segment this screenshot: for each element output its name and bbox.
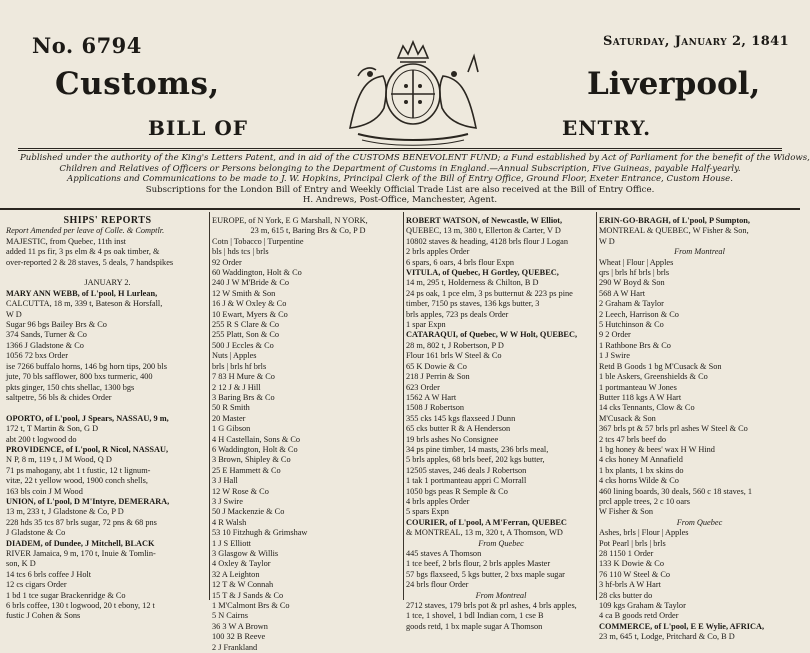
- entry-line: 3 Baring Brs & Co: [212, 392, 275, 402]
- vessel-entry: PROVIDENCE, of L'pool, R Nicol, NASSAU,: [6, 444, 169, 454]
- entry-line: 2 tcs 47 brls beef do: [599, 434, 667, 444]
- entry-line: Retd B Goods 1 bg M'Cusack & Son: [599, 361, 722, 371]
- entry-line: 28 m, 802 t, J Robertson, P D: [406, 340, 504, 350]
- entry-line: prcl apple trees, 2 c 10 oars: [599, 496, 690, 506]
- entry-line: 240 J W M'Bride & Co: [212, 278, 290, 288]
- entry-line: 1 J Swire: [599, 351, 630, 361]
- entry-line: 1 Rathbone Brs & Co: [599, 340, 671, 350]
- entry-line: 1 bg honey & bees' wax H W Hind: [599, 444, 715, 454]
- entry-line: 4 brls apples Order: [406, 496, 470, 506]
- vessel-entry: UNION, of L'pool, D M'Intyre, DEMERARA,: [6, 496, 170, 506]
- entry-line: 445 staves A Thomson: [406, 549, 482, 558]
- entry-line: Pot Pearl | brls | brls: [599, 538, 666, 548]
- entry-line: 1 J S Elliott: [212, 538, 251, 548]
- entry-line: 1 ble Askers, Greenshields & Co: [599, 372, 708, 382]
- entry-line: 12 cs cigars Order: [6, 580, 67, 590]
- entry-line: 7 83 H Mure & Co: [212, 372, 275, 382]
- entry-line: 28 cks butter do: [599, 590, 653, 600]
- entry-line: 25 E Hammett & Co: [212, 465, 281, 475]
- entry-line: 4 H Castellain, Sons & Co: [212, 434, 301, 444]
- entry-line: 228 hds 35 tcs 87 brls sugar, 72 pns & 68 pns: [6, 517, 157, 527]
- entry-line: W D: [6, 309, 22, 319]
- title-liverpool: Liverpool,: [587, 66, 761, 102]
- vessel-entry: COURIER, of L'pool, A M'Ferran, QUEBEC: [406, 517, 567, 527]
- entry-line: 10802 staves & heading, 4128 brls flour J Logan: [406, 236, 568, 246]
- vessel-entry: CATARAQUI, of Quebec, W W Holt, QUEBEC,: [406, 330, 578, 340]
- column-montreal-cargo: [599, 216, 800, 643]
- entry-line: From Quebec: [478, 538, 524, 548]
- entry-line: 32 A Leighton: [212, 569, 260, 579]
- entry-line: 4 ca B goods retd Order: [599, 611, 679, 621]
- entry-line: 14 cks Tennants, Clow & Co: [599, 403, 695, 413]
- entry-line: 500 J Eccles & Co: [212, 340, 274, 350]
- entry-line: 100 32 B Reeve: [212, 632, 266, 642]
- entry-line: EUROPE, of N York, E G Marshall, N YORK,: [212, 216, 368, 225]
- entry-line: added 11 ps fir, 3 ps elm & 4 ps oak timber, &: [6, 247, 160, 257]
- entry-line: W D: [599, 236, 615, 246]
- entry-line: 255 Platt, Son & Co: [212, 330, 280, 340]
- entry-line: 1508 J Robertson: [406, 403, 465, 413]
- entry-line: 1 M'Calmont Brs & Co: [212, 601, 290, 611]
- entry-line: 50 J Mackenzie & Co: [212, 507, 285, 517]
- entry-line: 2712 staves, 179 brls pot & prl ashes, 4 brls apples,: [406, 601, 577, 611]
- entry-line: 14 m, 295 t, Holderness & Chilton, B D: [406, 278, 539, 288]
- info-line: Subscriptions for the London Bill of Entry and Weekly Official Trade List are also received at the Bill of Entry Office.: [145, 184, 655, 195]
- entry-line: 4 cks honey M Annafield: [599, 455, 683, 465]
- entry-line: 5 spars Expn: [406, 507, 449, 517]
- entry-line: 13 m, 233 t, J Gladstone & Co, P D: [6, 507, 124, 517]
- info-line: Applications and Communications to be made to J. W. Hopkins, Principal Clerk of the Bill of Entry Office, Ground Floor, Exeter Entrance, Custom House.: [67, 174, 733, 185]
- subtitle-bill-of: BILL OF: [148, 116, 248, 140]
- entry-line: QUEBEC, 13 m, 380 t, Ellerton & Carter, V D: [406, 226, 561, 236]
- entry-line: 1 spar Expn: [406, 320, 446, 330]
- entry-line: son, K D: [6, 559, 36, 569]
- entry-line: 15 T & J Sands & Co: [212, 590, 284, 600]
- info-line: H. Andrews, Post-Office, Manchester, Agent.: [302, 195, 498, 206]
- entry-line: 12 T & W Connah: [212, 580, 274, 590]
- entry-line: 34 ps pine timber, 14 masts, 236 brls meal,: [406, 444, 549, 454]
- entry-line: 3 J Hall: [212, 476, 238, 486]
- entry-line: 1 bx plants, 1 bx skins do: [599, 465, 684, 475]
- section-heading: SHIPS' REPORTS: [63, 215, 152, 226]
- entry-line: brls apples, 723 ps deals Order: [406, 309, 509, 319]
- entry-line: over-reported 2 & 28 staves, 5 deals, 7 handspikes: [6, 257, 174, 267]
- entry-line: 109 kgs Graham & Taylor: [599, 601, 686, 611]
- entry-line: saltpetre, 56 bls & chides Order: [6, 392, 112, 402]
- entry-line: M'Cusack & Son: [599, 413, 656, 423]
- entry-line: [6, 268, 209, 278]
- entry-line: 367 brls pt & 57 brls prl ashes W Steel & Co: [599, 424, 748, 434]
- entry-line: & MONTREAL, 13 m, 320 t, A Thomson, WD: [406, 528, 563, 538]
- entry-line: 12 W Smith & Son: [212, 288, 276, 298]
- entry-line: N P, 8 m, 119 t, J M Wood, Q D: [6, 455, 112, 465]
- title-customs: Customs,: [55, 66, 220, 102]
- entry-line: [6, 403, 209, 413]
- entry-line: 14 tcs 6 brls coffee J Holt: [6, 569, 92, 579]
- entry-line: 290 W Boyd & Son: [599, 278, 665, 288]
- entry-line: 6 Waddington, Holt & Co: [212, 444, 298, 454]
- entry-line: qrs | brls hf brls | brls: [599, 268, 670, 278]
- entry-line: 60 Waddington, Holt & Co: [212, 268, 302, 278]
- entry-line: 6 spars, 6 oars, 4 brls flour Expn: [406, 257, 515, 267]
- issue-number: No. 6794: [32, 33, 142, 58]
- entry-line: JANUARY 2.: [84, 278, 131, 288]
- entry-line: 3 J Swire: [212, 496, 243, 506]
- entry-line: 76 110 W Steel & Co: [599, 569, 671, 579]
- info-line: Published under the authority of the King's Letters Patent, and in aid of the CUSTOMS BENEVOLENT FUND; a Fund established by Act of Parliament for the benefit of the Widows,: [20, 153, 810, 163]
- entry-line: J Gladstone & Co: [6, 528, 66, 538]
- entry-line: 12505 staves, 246 deals J Robertson: [406, 465, 527, 475]
- entry-line: 172 t, T Martin & Son, G D: [6, 424, 99, 434]
- entry-line: 12 W Rose & Co: [212, 486, 269, 496]
- entry-line: 3 hf-brls A W Hart: [599, 580, 661, 590]
- entry-line: Report Amended per leave of Colle. & Comptlr.: [6, 226, 165, 236]
- entry-line: 218 J Perrin & Son: [406, 372, 470, 382]
- entry-line: 4 R Walsh: [212, 517, 247, 527]
- entry-line: 163 bls coin J M Wood: [6, 486, 83, 496]
- column-europe-cargo: [212, 216, 404, 653]
- entry-line: 9 2 Order: [599, 330, 631, 340]
- entry-line: bls | hds tcs | brls: [212, 247, 269, 257]
- entry-line: Ashes, brls | Flour | Apples: [599, 528, 689, 538]
- vessel-entry: DIADEM, of Dundee, J Mitchell, BLACK: [6, 538, 155, 548]
- column-divider: [209, 212, 210, 600]
- entry-line: 2 Leech, Harrison & Co: [599, 309, 679, 319]
- entry-line: pkts ginger, 150 chts shellac, 1300 bgs: [6, 382, 135, 392]
- entry-line: Cotn | Tobacco | Turpentine: [212, 236, 304, 246]
- entry-line: CALCUTTA, 18 m, 339 t, Bateson & Horsfall,: [6, 299, 163, 309]
- entry-line: 460 lining boards, 30 deals, 560 c 18 staves, 1: [599, 486, 753, 496]
- entry-line: jute, 70 bls safflower, 800 bxs turmeric, 400: [6, 372, 153, 382]
- entry-line: 6 brls coffee, 130 t logwood, 20 t ebony, 12 t: [6, 601, 155, 611]
- entry-line: 10 Ewart, Myers & Co: [212, 309, 288, 319]
- entry-line: Flour 161 brls W Steel & Co: [406, 351, 502, 361]
- entry-line: 24 ps oak, 1 pce elm, 3 ps butternut & 223 ps pine: [406, 288, 573, 298]
- entry-line: 36 3 W A Brown: [212, 621, 268, 631]
- entry-line: 3 Brown, Shipley & Co: [212, 455, 291, 465]
- info-line: Children and Relatives of Officers or Persons belonging to the Department of Customs in England.—Annual Subscription, Five Guineas, payable Half-yearly.: [59, 163, 741, 174]
- entry-line: 1 tak 1 portmanteau appri C Morrall: [406, 476, 527, 486]
- column-ships-reports: [6, 216, 209, 622]
- entry-line: 24 brls flour Order: [406, 580, 469, 590]
- entry-line: Sugar 96 bgs Bailey Brs & Co: [6, 320, 107, 330]
- vessel-entry: MARY ANN WEBB, of L'pool, H Lurlean,: [6, 288, 158, 298]
- entry-line: From Montreal: [475, 590, 527, 600]
- entry-line: 1562 A W Hart: [406, 392, 457, 402]
- entry-line: W Fisher & Son: [599, 507, 654, 517]
- entry-line: 2 J Frankland: [212, 642, 258, 652]
- entry-line: 16 J & W Oxley & Co: [212, 299, 287, 309]
- entry-line: Nuts | Apples: [212, 351, 257, 361]
- entry-line: 1 tce beef, 2 brls flour, 2 brls apples Master: [406, 559, 551, 569]
- entry-line: RIVER Jamaica, 9 m, 170 t, Inuie & Tomlin-: [6, 549, 156, 558]
- entry-line: 2 Graham & Taylor: [599, 299, 664, 309]
- vessel-entry: ERIN-GO-BRAGH, of L'pool, P Sumpton,: [599, 216, 750, 225]
- royal-coat-of-arms-icon: [328, 28, 498, 148]
- entry-line: 1050 bgs peas R Semple & Co: [406, 486, 508, 496]
- entry-line: 3 Glasgow & Willis: [212, 549, 279, 558]
- entry-line: 1 tce, 1 shovel, 1 bdl Indian corn, 1 cse B: [406, 611, 544, 621]
- entry-line: 19 brls ashes No Consignee: [406, 434, 499, 444]
- entry-line: 5 brls apples, 68 brls beef, 202 kgs butter,: [406, 455, 545, 465]
- entry-line: 374 Sands, Turner & Co: [6, 330, 87, 340]
- entry-line: ise 7266 buffalo horns, 146 bg horn tips, 200 bls: [6, 361, 167, 371]
- vessel-entry: ROBERT WATSON, of Newcastle, W Elliot,: [406, 216, 563, 225]
- entry-line: timber, 7150 ps staves, 136 kgs butter, 3: [406, 299, 540, 309]
- column-divider: [596, 212, 597, 600]
- entry-line: 23 m, 645 t, Lodge, Pritchard & Co, B D: [599, 632, 735, 642]
- vessel-entry: COMMERCE, of L'pool, E E Wylie, AFRICA,: [599, 621, 765, 631]
- entry-line: 28 1150 1 Order: [599, 549, 654, 558]
- entry-line: 20 Master: [212, 413, 246, 423]
- entry-line: 133 K Dowie & Co: [599, 559, 664, 569]
- entry-line: Wheat | Flour | Apples: [599, 257, 674, 267]
- vessel-entry: VITULA, of Quebec, H Gortley, QUEBEC,: [406, 268, 559, 278]
- publication-info: [20, 153, 810, 206]
- entry-line: brls | brls hf brls: [212, 361, 267, 371]
- entry-line: 1 portmanteau W Jones: [599, 382, 677, 392]
- entry-line: From Quebec: [676, 517, 723, 527]
- subtitle-entry: ENTRY.: [562, 116, 652, 140]
- entry-line: vitæ, 22 t yellow wood, 1900 conch shells,: [6, 476, 148, 486]
- entry-line: abt 200 t logwood do: [6, 434, 77, 444]
- entry-line: MONTREAL & QUEBEC, W Fisher & Son,: [599, 226, 749, 236]
- entry-line: 5 N Cairns: [212, 611, 248, 621]
- entry-line: goods retd, 1 bx maple sugar A Thomson: [406, 621, 543, 631]
- entry-line: From Montreal: [674, 247, 725, 257]
- entry-line: 5 Hutchinson & Co: [599, 320, 664, 330]
- entry-line: 1366 J Gladstone & Co: [6, 340, 84, 350]
- entry-line: 2 brls apples Order: [406, 247, 470, 257]
- entry-line: 568 A W Hart: [599, 288, 646, 298]
- entry-line: 92 Order: [212, 257, 242, 267]
- entry-line: 355 cks 145 kgs flaxseed J Dunn: [406, 413, 516, 423]
- entry-line: 65 K Dowie & Co: [406, 361, 467, 371]
- entry-line: 2 12 J & J Hill: [212, 382, 261, 392]
- entry-line: 1 bd 1 tce sugar Brackenridge & Co: [6, 590, 126, 600]
- column-quebec-cargo: [406, 216, 596, 632]
- entry-line: 65 cks butter R & A Henderson: [406, 424, 511, 434]
- entry-line: 53 10 Fitzhugh & Grimshaw: [212, 528, 308, 538]
- issue-date: Saturday, January 2, 1841: [603, 34, 790, 49]
- entry-line: 255 R S Clare & Co: [212, 320, 280, 330]
- entry-line: 4 cks horns Wilde & Co: [599, 476, 679, 486]
- entry-line: 57 bgs flaxseed, 5 kgs butter, 2 bxs maple sugar: [406, 569, 565, 579]
- entry-line: MAJESTIC, from Quebec, 11th inst: [6, 236, 126, 246]
- entry-line: Butter 118 kgs A W Hart: [599, 392, 682, 402]
- vessel-entry: OPORTO, of L'pool, J Spears, NASSAU, 9 m,: [6, 413, 169, 423]
- entry-line: 623 Order: [406, 382, 440, 392]
- entry-line: 4 Oxley & Taylor: [212, 559, 271, 569]
- entry-line: 23 m, 615 t, Baring Brs & Co, P D: [250, 226, 366, 236]
- entry-line: 1 G Gibson: [212, 424, 251, 434]
- entry-line: 50 R Smith: [212, 403, 250, 413]
- entry-line: 71 ps mahogany, abt 1 t fustic, 12 t lignum-: [6, 465, 151, 475]
- entry-line: fustic J Cohen & Sons: [6, 611, 81, 621]
- entry-line: 1056 72 bxs Order: [6, 351, 68, 361]
